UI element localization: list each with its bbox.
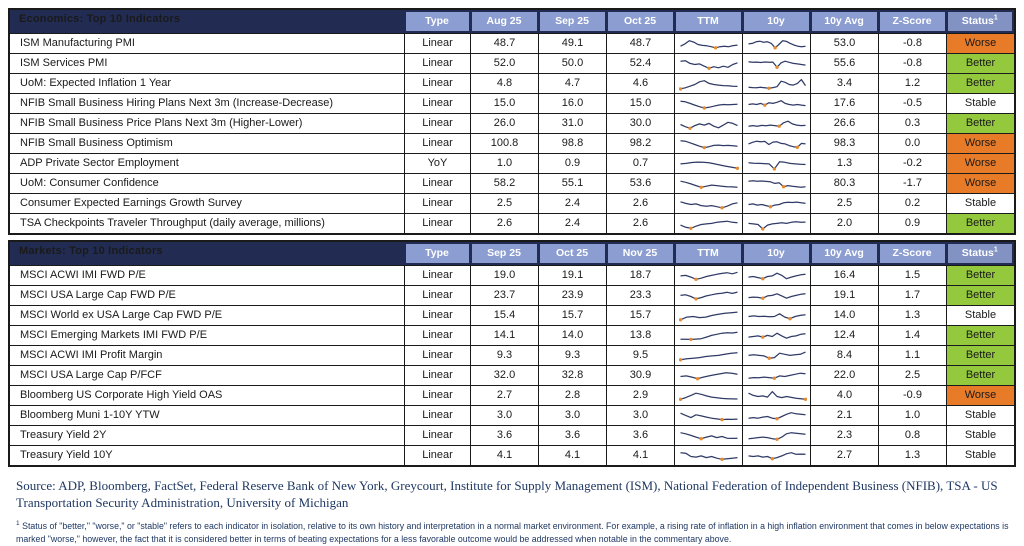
10y-sparkline-svg bbox=[747, 448, 807, 463]
status-badge: Better bbox=[946, 74, 1014, 93]
zscore-cell: 1.2 bbox=[878, 74, 946, 93]
table-row bbox=[10, 93, 1014, 113]
month2-value-cell: 2.4 bbox=[538, 194, 606, 213]
month1-value-cell: 32.0 bbox=[470, 366, 538, 385]
type-cell: Linear bbox=[404, 406, 470, 425]
ttm-sparkline-svg bbox=[679, 428, 739, 443]
ttm-sparkline bbox=[674, 446, 742, 465]
type-cell: Linear bbox=[404, 54, 470, 73]
ttm-sparkline-svg bbox=[679, 96, 739, 111]
type-cell: Linear bbox=[404, 266, 470, 285]
month2-value-cell: 50.0 bbox=[538, 54, 606, 73]
indicator-name: NFIB Small Business Hiring Plans Next 3m (Increase-Decrease) bbox=[20, 97, 333, 109]
table-header-row bbox=[10, 242, 1014, 265]
ttm-sparkline bbox=[674, 194, 742, 213]
table-row bbox=[10, 325, 1014, 345]
10y-sparkline bbox=[742, 406, 810, 425]
ttm-sparkline-svg bbox=[679, 288, 739, 303]
column-header-z-score: Z-Score bbox=[880, 244, 945, 263]
indicator-name: Treasury Yield 2Y bbox=[20, 429, 107, 441]
markets-table bbox=[8, 240, 1016, 467]
type-cell: Linear bbox=[404, 194, 470, 213]
10y-avg-cell: 2.1 bbox=[810, 406, 878, 425]
column-header-oct-25: Oct 25 bbox=[608, 12, 673, 31]
ttm-sparkline-svg bbox=[679, 268, 739, 283]
ttm-sparkline bbox=[674, 266, 742, 285]
status-badge: Better bbox=[946, 326, 1014, 345]
status-badge: Stable bbox=[946, 94, 1014, 113]
column-header-status: Status$^1$ bbox=[948, 244, 1013, 263]
month1-value-cell: 48.7 bbox=[470, 34, 538, 53]
10y-sparkline bbox=[742, 286, 810, 305]
type-cell: Linear bbox=[404, 326, 470, 345]
indicator-name: MSCI USA Large Cap P/FCF bbox=[20, 369, 162, 381]
column-header-aug-25: Aug 25 bbox=[472, 12, 537, 31]
10y-avg-cell: 2.7 bbox=[810, 446, 878, 465]
month2-value-cell: 2.4 bbox=[538, 214, 606, 233]
footnote-text bbox=[16, 519, 1014, 546]
month1-value-cell: 58.2 bbox=[470, 174, 538, 193]
10y-sparkline bbox=[742, 94, 810, 113]
indicator-name: UoM: Consumer Confidence bbox=[20, 177, 159, 189]
ttm-sparkline bbox=[674, 214, 742, 233]
type-cell: Linear bbox=[404, 174, 470, 193]
zscore-cell: -0.5 bbox=[878, 94, 946, 113]
type-cell: Linear bbox=[404, 286, 470, 305]
ttm-sparkline-svg bbox=[679, 328, 739, 343]
status-badge: Better bbox=[946, 366, 1014, 385]
zscore-cell: 1.4 bbox=[878, 326, 946, 345]
10y-avg-cell: 2.5 bbox=[810, 194, 878, 213]
type-cell: Linear bbox=[404, 114, 470, 133]
10y-sparkline bbox=[742, 366, 810, 385]
month3-value-cell: 3.0 bbox=[606, 406, 674, 425]
ttm-sparkline bbox=[674, 286, 742, 305]
10y-sparkline-svg bbox=[747, 368, 807, 383]
indicator-name: Bloomberg US Corporate High Yield OAS bbox=[20, 389, 223, 401]
month2-value-cell: 2.8 bbox=[538, 386, 606, 405]
month1-value-cell: 15.0 bbox=[470, 94, 538, 113]
month1-value-cell: 100.8 bbox=[470, 134, 538, 153]
zscore-cell: 1.3 bbox=[878, 306, 946, 325]
month1-value-cell: 4.8 bbox=[470, 74, 538, 93]
ttm-sparkline-svg bbox=[679, 136, 739, 151]
month2-value-cell: 49.1 bbox=[538, 34, 606, 53]
month3-value-cell: 52.4 bbox=[606, 54, 674, 73]
ttm-sparkline bbox=[674, 114, 742, 133]
source-text: Source: ADP, Bloomberg, FactSet, Federal Reserve Bank of New York, Greycourt, Institute for Supply Management (ISM), National Federation of Independent Business (NFIB), TSA - US Transportation Security Administration, University of Michigan bbox=[16, 478, 998, 510]
month1-value-cell: 52.0 bbox=[470, 54, 538, 73]
zscore-cell: 0.9 bbox=[878, 214, 946, 233]
10y-sparkline-svg bbox=[747, 176, 807, 191]
zscore-cell: 0.0 bbox=[878, 134, 946, 153]
month3-value-cell: 15.0 bbox=[606, 94, 674, 113]
ttm-sparkline bbox=[674, 326, 742, 345]
10y-avg-cell: 17.6 bbox=[810, 94, 878, 113]
table-row bbox=[10, 445, 1014, 465]
table-row bbox=[10, 133, 1014, 153]
column-header-10y: 10y bbox=[744, 244, 809, 263]
month3-value-cell: 98.2 bbox=[606, 134, 674, 153]
indicator-name: Consumer Expected Earnings Growth Survey bbox=[20, 197, 242, 209]
month3-value-cell: 9.5 bbox=[606, 346, 674, 365]
table-row bbox=[10, 365, 1014, 385]
10y-sparkline bbox=[742, 134, 810, 153]
zscore-cell: 2.5 bbox=[878, 366, 946, 385]
indicator-name: MSCI World ex USA Large Cap FWD P/E bbox=[20, 309, 223, 321]
10y-sparkline-svg bbox=[747, 136, 807, 151]
10y-sparkline-svg bbox=[747, 328, 807, 343]
10y-sparkline-svg bbox=[747, 348, 807, 363]
10y-sparkline bbox=[742, 174, 810, 193]
status-badge: Stable bbox=[946, 426, 1014, 445]
zscore-cell: 1.5 bbox=[878, 266, 946, 285]
10y-sparkline bbox=[742, 54, 810, 73]
ttm-sparkline bbox=[674, 406, 742, 425]
type-cell: Linear bbox=[404, 366, 470, 385]
ttm-sparkline-svg bbox=[679, 308, 739, 323]
type-cell: Linear bbox=[404, 134, 470, 153]
type-cell: Linear bbox=[404, 446, 470, 465]
10y-sparkline bbox=[742, 346, 810, 365]
10y-avg-cell: 8.4 bbox=[810, 346, 878, 365]
10y-avg-cell: 16.4 bbox=[810, 266, 878, 285]
10y-avg-cell: 22.0 bbox=[810, 366, 878, 385]
table-row bbox=[10, 345, 1014, 365]
ttm-sparkline-svg bbox=[679, 196, 739, 211]
indicator-name: Bloomberg Muni 1-10Y YTW bbox=[20, 409, 160, 421]
indicator-name: TSA Checkpoints Traveler Throughput (daily average, millions) bbox=[20, 217, 325, 229]
type-cell: YoY bbox=[404, 154, 470, 173]
status-badge: Better bbox=[946, 346, 1014, 365]
ttm-sparkline-svg bbox=[679, 348, 739, 363]
status-badge: Better bbox=[946, 54, 1014, 73]
10y-sparkline-svg bbox=[747, 268, 807, 283]
table-title: Economics: Top 10 Indicators bbox=[19, 13, 181, 25]
10y-sparkline bbox=[742, 214, 810, 233]
ttm-sparkline-svg bbox=[679, 36, 739, 51]
month3-value-cell: 30.0 bbox=[606, 114, 674, 133]
zscore-cell: 1.1 bbox=[878, 346, 946, 365]
column-header-type: Type bbox=[406, 244, 469, 263]
zscore-cell: 1.0 bbox=[878, 406, 946, 425]
ttm-sparkline-svg bbox=[679, 156, 739, 171]
10y-avg-cell: 1.3 bbox=[810, 154, 878, 173]
month3-value-cell: 53.6 bbox=[606, 174, 674, 193]
ttm-sparkline-svg bbox=[679, 216, 739, 231]
column-header-ttm: TTM bbox=[676, 12, 741, 31]
table-row bbox=[10, 53, 1014, 73]
column-header-10y: 10y bbox=[744, 12, 809, 31]
ttm-sparkline-svg bbox=[679, 368, 739, 383]
month3-value-cell: 18.7 bbox=[606, 266, 674, 285]
indicator-name: UoM: Expected Inflation 1 Year bbox=[20, 77, 172, 89]
type-cell: Linear bbox=[404, 74, 470, 93]
10y-sparkline bbox=[742, 194, 810, 213]
zscore-cell: 1.3 bbox=[878, 446, 946, 465]
table-header-row bbox=[10, 10, 1014, 33]
10y-sparkline-svg bbox=[747, 288, 807, 303]
10y-sparkline-svg bbox=[747, 76, 807, 91]
indicator-name: MSCI ACWI IMI Profit Margin bbox=[20, 349, 163, 361]
10y-sparkline bbox=[742, 34, 810, 53]
status-badge: Better bbox=[946, 286, 1014, 305]
10y-sparkline bbox=[742, 326, 810, 345]
ttm-sparkline bbox=[674, 74, 742, 93]
ttm-sparkline bbox=[674, 346, 742, 365]
indicator-name: ADP Private Sector Employment bbox=[20, 157, 179, 169]
10y-sparkline bbox=[742, 266, 810, 285]
table-row bbox=[10, 305, 1014, 325]
month3-value-cell: 3.6 bbox=[606, 426, 674, 445]
ttm-sparkline-svg bbox=[679, 448, 739, 463]
10y-avg-cell: 3.4 bbox=[810, 74, 878, 93]
10y-sparkline-svg bbox=[747, 408, 807, 423]
indicator-name: ISM Services PMI bbox=[20, 57, 108, 69]
month1-value-cell: 2.5 bbox=[470, 194, 538, 213]
month2-value-cell: 14.0 bbox=[538, 326, 606, 345]
month3-value-cell: 2.6 bbox=[606, 214, 674, 233]
ttm-sparkline bbox=[674, 134, 742, 153]
10y-sparkline-svg bbox=[747, 116, 807, 131]
indicator-name: MSCI Emerging Markets IMI FWD P/E bbox=[20, 329, 208, 341]
10y-sparkline-svg bbox=[747, 216, 807, 231]
type-cell: Linear bbox=[404, 386, 470, 405]
10y-sparkline-svg bbox=[747, 428, 807, 443]
indicator-name: ISM Manufacturing PMI bbox=[20, 37, 135, 49]
ttm-sparkline bbox=[674, 174, 742, 193]
column-header-ttm: TTM bbox=[676, 244, 741, 263]
indicator-name: NFIB Small Business Optimism bbox=[20, 137, 173, 149]
10y-sparkline bbox=[742, 74, 810, 93]
10y-sparkline-svg bbox=[747, 96, 807, 111]
ttm-sparkline-svg bbox=[679, 56, 739, 71]
month1-value-cell: 9.3 bbox=[470, 346, 538, 365]
status-badge: Worse bbox=[946, 34, 1014, 53]
zscore-cell: -1.7 bbox=[878, 174, 946, 193]
10y-avg-cell: 14.0 bbox=[810, 306, 878, 325]
10y-avg-cell: 53.0 bbox=[810, 34, 878, 53]
month3-value-cell: 30.9 bbox=[606, 366, 674, 385]
10y-sparkline bbox=[742, 426, 810, 445]
ttm-sparkline bbox=[674, 426, 742, 445]
10y-sparkline-svg bbox=[747, 308, 807, 323]
ttm-sparkline-svg bbox=[679, 408, 739, 423]
month1-value-cell: 2.6 bbox=[470, 214, 538, 233]
zscore-cell: -0.9 bbox=[878, 386, 946, 405]
month1-value-cell: 2.7 bbox=[470, 386, 538, 405]
month1-value-cell: 3.6 bbox=[470, 426, 538, 445]
10y-sparkline bbox=[742, 154, 810, 173]
10y-sparkline bbox=[742, 114, 810, 133]
month1-value-cell: 19.0 bbox=[470, 266, 538, 285]
table-row bbox=[10, 425, 1014, 445]
10y-sparkline bbox=[742, 306, 810, 325]
ttm-sparkline bbox=[674, 366, 742, 385]
status-badge: Better bbox=[946, 266, 1014, 285]
type-cell: Linear bbox=[404, 426, 470, 445]
status-badge: Stable bbox=[946, 306, 1014, 325]
10y-sparkline-svg bbox=[747, 156, 807, 171]
type-cell: Linear bbox=[404, 34, 470, 53]
10y-sparkline-svg bbox=[747, 388, 807, 403]
10y-avg-cell: 98.3 bbox=[810, 134, 878, 153]
month3-value-cell: 48.7 bbox=[606, 34, 674, 53]
month2-value-cell: 55.1 bbox=[538, 174, 606, 193]
10y-avg-cell: 19.1 bbox=[810, 286, 878, 305]
ttm-sparkline-svg bbox=[679, 76, 739, 91]
10y-sparkline-svg bbox=[747, 196, 807, 211]
month3-value-cell: 0.7 bbox=[606, 154, 674, 173]
month2-value-cell: 3.6 bbox=[538, 426, 606, 445]
month1-value-cell: 3.0 bbox=[470, 406, 538, 425]
indicator-name: Treasury Yield 10Y bbox=[20, 449, 113, 461]
type-cell: Linear bbox=[404, 214, 470, 233]
column-header-sep-25: Sep 25 bbox=[540, 12, 605, 31]
status-badge: Better bbox=[946, 214, 1014, 233]
ttm-sparkline-svg bbox=[679, 116, 739, 131]
zscore-cell: 0.8 bbox=[878, 426, 946, 445]
month2-value-cell: 9.3 bbox=[538, 346, 606, 365]
month1-value-cell: 23.7 bbox=[470, 286, 538, 305]
zscore-cell: 0.3 bbox=[878, 114, 946, 133]
ttm-sparkline bbox=[674, 34, 742, 53]
indicator-name: MSCI USA Large Cap FWD P/E bbox=[20, 289, 176, 301]
month2-value-cell: 31.0 bbox=[538, 114, 606, 133]
table-row bbox=[10, 113, 1014, 133]
ttm-sparkline bbox=[674, 54, 742, 73]
type-cell: Linear bbox=[404, 94, 470, 113]
month3-value-cell: 2.6 bbox=[606, 194, 674, 213]
column-header-10y-avg: 10y Avg bbox=[812, 12, 877, 31]
table-row bbox=[10, 265, 1014, 285]
indicator-name: NFIB Small Business Price Plans Next 3m (Higher-Lower) bbox=[20, 117, 303, 129]
ttm-sparkline-svg bbox=[679, 176, 739, 191]
10y-avg-cell: 12.4 bbox=[810, 326, 878, 345]
column-header-sep-25: Sep 25 bbox=[472, 244, 537, 263]
month1-value-cell: 1.0 bbox=[470, 154, 538, 173]
ttm-sparkline bbox=[674, 386, 742, 405]
column-header-nov-25: Nov 25 bbox=[608, 244, 673, 263]
month2-value-cell: 19.1 bbox=[538, 266, 606, 285]
month2-value-cell: 15.7 bbox=[538, 306, 606, 325]
type-cell: Linear bbox=[404, 306, 470, 325]
10y-avg-cell: 2.0 bbox=[810, 214, 878, 233]
month3-value-cell: 15.7 bbox=[606, 306, 674, 325]
month3-value-cell: 23.3 bbox=[606, 286, 674, 305]
footnote-superscript: 1 bbox=[16, 519, 20, 527]
10y-avg-cell: 26.6 bbox=[810, 114, 878, 133]
zscore-cell: -0.2 bbox=[878, 154, 946, 173]
10y-avg-cell: 55.6 bbox=[810, 54, 878, 73]
zscore-cell: -0.8 bbox=[878, 34, 946, 53]
10y-sparkline bbox=[742, 446, 810, 465]
month3-value-cell: 4.6 bbox=[606, 74, 674, 93]
month1-value-cell: 15.4 bbox=[470, 306, 538, 325]
month3-value-cell: 4.1 bbox=[606, 446, 674, 465]
table-row bbox=[10, 73, 1014, 93]
zscore-cell: -0.8 bbox=[878, 54, 946, 73]
10y-avg-cell: 80.3 bbox=[810, 174, 878, 193]
month2-value-cell: 4.7 bbox=[538, 74, 606, 93]
10y-sparkline bbox=[742, 386, 810, 405]
status-badge: Worse bbox=[946, 174, 1014, 193]
ttm-sparkline-svg bbox=[679, 388, 739, 403]
type-cell: Linear bbox=[404, 346, 470, 365]
month2-value-cell: 32.8 bbox=[538, 366, 606, 385]
month2-value-cell: 23.9 bbox=[538, 286, 606, 305]
month2-value-cell: 98.8 bbox=[538, 134, 606, 153]
10y-sparkline-svg bbox=[747, 56, 807, 71]
table-row bbox=[10, 285, 1014, 305]
10y-sparkline-svg bbox=[747, 36, 807, 51]
ttm-sparkline bbox=[674, 306, 742, 325]
status-badge: Worse bbox=[946, 386, 1014, 405]
zscore-cell: 0.2 bbox=[878, 194, 946, 213]
status-badge: Worse bbox=[946, 134, 1014, 153]
table-title: Markets: Top 10 Indicators bbox=[19, 245, 163, 257]
economics-table bbox=[8, 8, 1016, 235]
status-badge: Stable bbox=[946, 406, 1014, 425]
column-header-z-score: Z-Score bbox=[880, 12, 945, 31]
column-header-type: Type bbox=[406, 12, 469, 31]
footnote-body: Status of "better," "worse," or "stable" refers to each indicator in isolation, relative to its own history and interpretation in a normal market environment. For example, a rising rate of inflation in a high inflation environment that comes in below expectations is marked "worse," however, the fact that it is considered better in terms of beating expectations for a less favorable outcome would be addressed when notable in the commentary above. bbox=[16, 520, 1009, 544]
table-row bbox=[10, 173, 1014, 193]
zscore-cell: 1.7 bbox=[878, 286, 946, 305]
month2-value-cell: 3.0 bbox=[538, 406, 606, 425]
table-row bbox=[10, 193, 1014, 213]
month2-value-cell: 0.9 bbox=[538, 154, 606, 173]
table-row bbox=[10, 405, 1014, 425]
status-badge: Better bbox=[946, 114, 1014, 133]
column-header-oct-25: Oct 25 bbox=[540, 244, 605, 263]
status-badge: Stable bbox=[946, 194, 1014, 213]
10y-avg-cell: 4.0 bbox=[810, 386, 878, 405]
table-row bbox=[10, 385, 1014, 405]
month3-value-cell: 13.8 bbox=[606, 326, 674, 345]
month3-value-cell: 2.9 bbox=[606, 386, 674, 405]
month1-value-cell: 14.1 bbox=[470, 326, 538, 345]
indicator-name: MSCI ACWI IMI FWD P/E bbox=[20, 269, 146, 281]
status-badge: Stable bbox=[946, 446, 1014, 465]
month2-value-cell: 4.1 bbox=[538, 446, 606, 465]
table-row bbox=[10, 33, 1014, 53]
ttm-sparkline bbox=[674, 154, 742, 173]
10y-avg-cell: 2.3 bbox=[810, 426, 878, 445]
column-header-10y-avg: 10y Avg bbox=[812, 244, 877, 263]
column-header-status: Status$^1$ bbox=[948, 12, 1013, 31]
table-row bbox=[10, 153, 1014, 173]
month1-value-cell: 26.0 bbox=[470, 114, 538, 133]
table-row bbox=[10, 213, 1014, 233]
status-badge: Worse bbox=[946, 154, 1014, 173]
month2-value-cell: 16.0 bbox=[538, 94, 606, 113]
ttm-sparkline bbox=[674, 94, 742, 113]
month1-value-cell: 4.1 bbox=[470, 446, 538, 465]
